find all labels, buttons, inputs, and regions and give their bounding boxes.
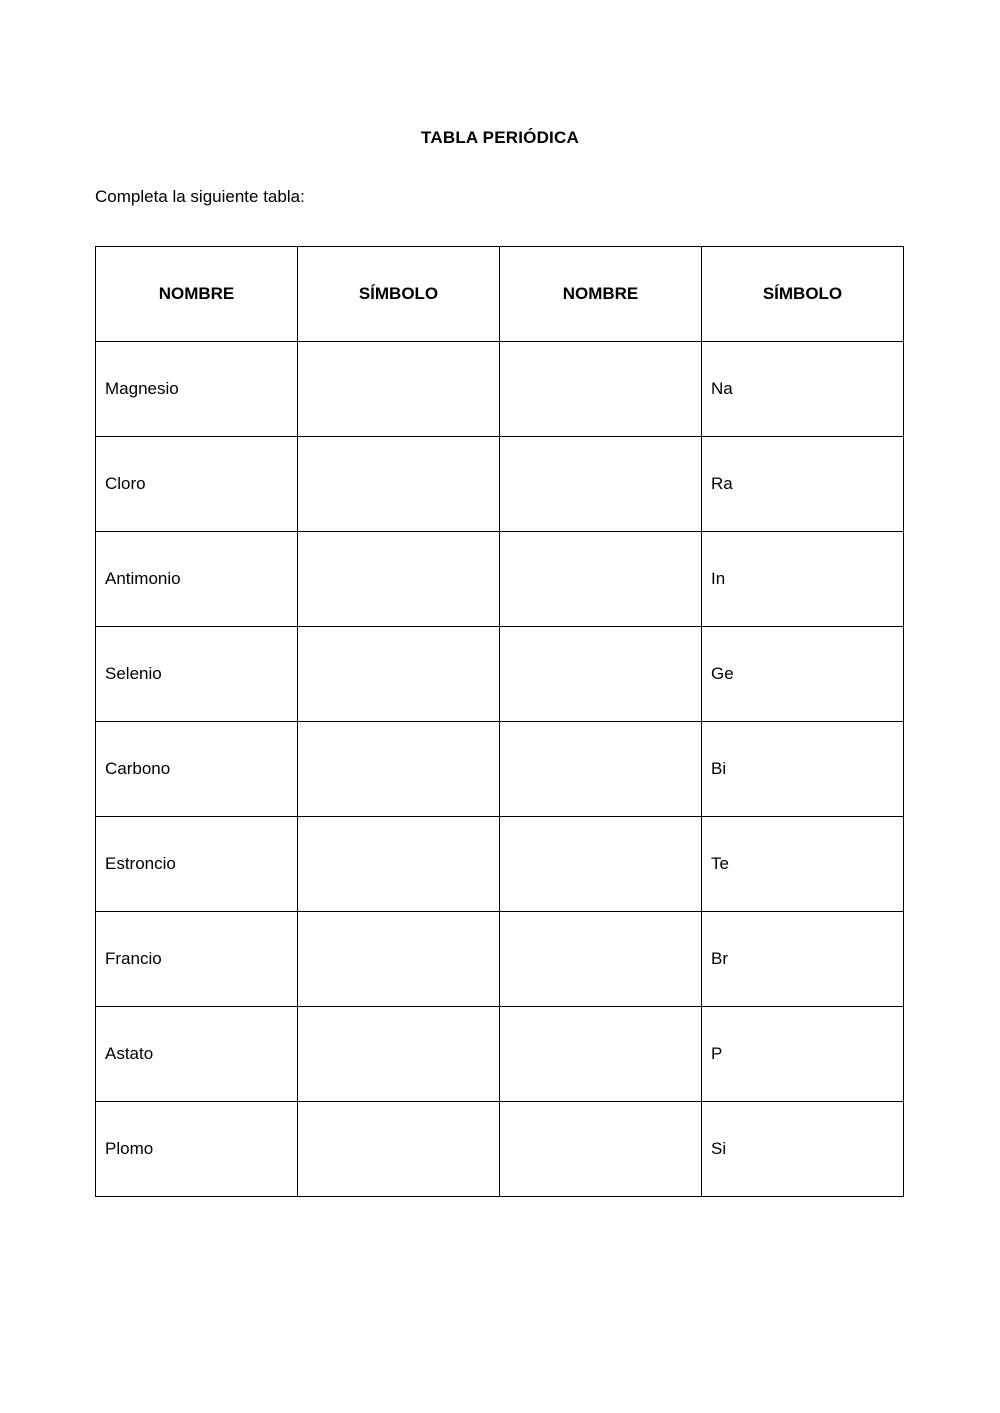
table-body	[96, 342, 904, 1197]
table-row	[96, 532, 904, 627]
cell-nombre-answer[interactable]	[500, 532, 702, 627]
cell-nombre-given: Magnesio	[96, 342, 298, 437]
cell-nombre-given: Cloro	[96, 437, 298, 532]
cell-simbolo-answer[interactable]	[298, 437, 500, 532]
cell-simbolo-answer[interactable]	[298, 1007, 500, 1102]
table-row	[96, 627, 904, 722]
cell-nombre-answer[interactable]	[500, 1102, 702, 1197]
cell-simbolo-answer[interactable]	[298, 912, 500, 1007]
cell-simbolo-answer[interactable]	[298, 817, 500, 912]
cell-nombre-answer[interactable]	[500, 817, 702, 912]
cell-nombre-given: Antimonio	[96, 532, 298, 627]
cell-simbolo-given: Ge	[702, 627, 904, 722]
periodic-table-worksheet	[95, 246, 904, 1197]
cell-simbolo-answer[interactable]	[298, 532, 500, 627]
header-nombre-right: NOMBRE	[500, 247, 702, 342]
table-row	[96, 342, 904, 437]
cell-simbolo-given: In	[702, 532, 904, 627]
cell-simbolo-given: Br	[702, 912, 904, 1007]
cell-simbolo-answer[interactable]	[298, 722, 500, 817]
cell-nombre-answer[interactable]	[500, 437, 702, 532]
cell-nombre-answer[interactable]	[500, 627, 702, 722]
cell-simbolo-given: P	[702, 1007, 904, 1102]
cell-nombre-answer[interactable]	[500, 1007, 702, 1102]
cell-simbolo-answer[interactable]	[298, 342, 500, 437]
header-simbolo-left: SÍMBOLO	[298, 247, 500, 342]
header-simbolo-right: SÍMBOLO	[702, 247, 904, 342]
cell-simbolo-answer[interactable]	[298, 627, 500, 722]
cell-nombre-answer[interactable]	[500, 342, 702, 437]
cell-nombre-given: Plomo	[96, 1102, 298, 1197]
cell-nombre-answer[interactable]	[500, 912, 702, 1007]
cell-simbolo-answer[interactable]	[298, 1102, 500, 1197]
table-row	[96, 817, 904, 912]
cell-nombre-given: Astato	[96, 1007, 298, 1102]
cell-simbolo-given: Bi	[702, 722, 904, 817]
cell-nombre-given: Estroncio	[96, 817, 298, 912]
table-row	[96, 722, 904, 817]
header-nombre-left: NOMBRE	[96, 247, 298, 342]
cell-nombre-given: Carbono	[96, 722, 298, 817]
cell-nombre-given: Francio	[96, 912, 298, 1007]
table-row	[96, 912, 904, 1007]
page-title: TABLA PERIÓDICA	[421, 128, 579, 147]
table-row	[96, 437, 904, 532]
cell-simbolo-given: Te	[702, 817, 904, 912]
table-header-row	[96, 247, 904, 342]
cell-nombre-given: Selenio	[96, 627, 298, 722]
table-row	[96, 1007, 904, 1102]
cell-nombre-answer[interactable]	[500, 722, 702, 817]
cell-simbolo-given: Ra	[702, 437, 904, 532]
cell-simbolo-given: Si	[702, 1102, 904, 1197]
cell-simbolo-given: Na	[702, 342, 904, 437]
instruction-text: Completa la siguiente tabla:	[95, 187, 305, 206]
table-row	[96, 1102, 904, 1197]
